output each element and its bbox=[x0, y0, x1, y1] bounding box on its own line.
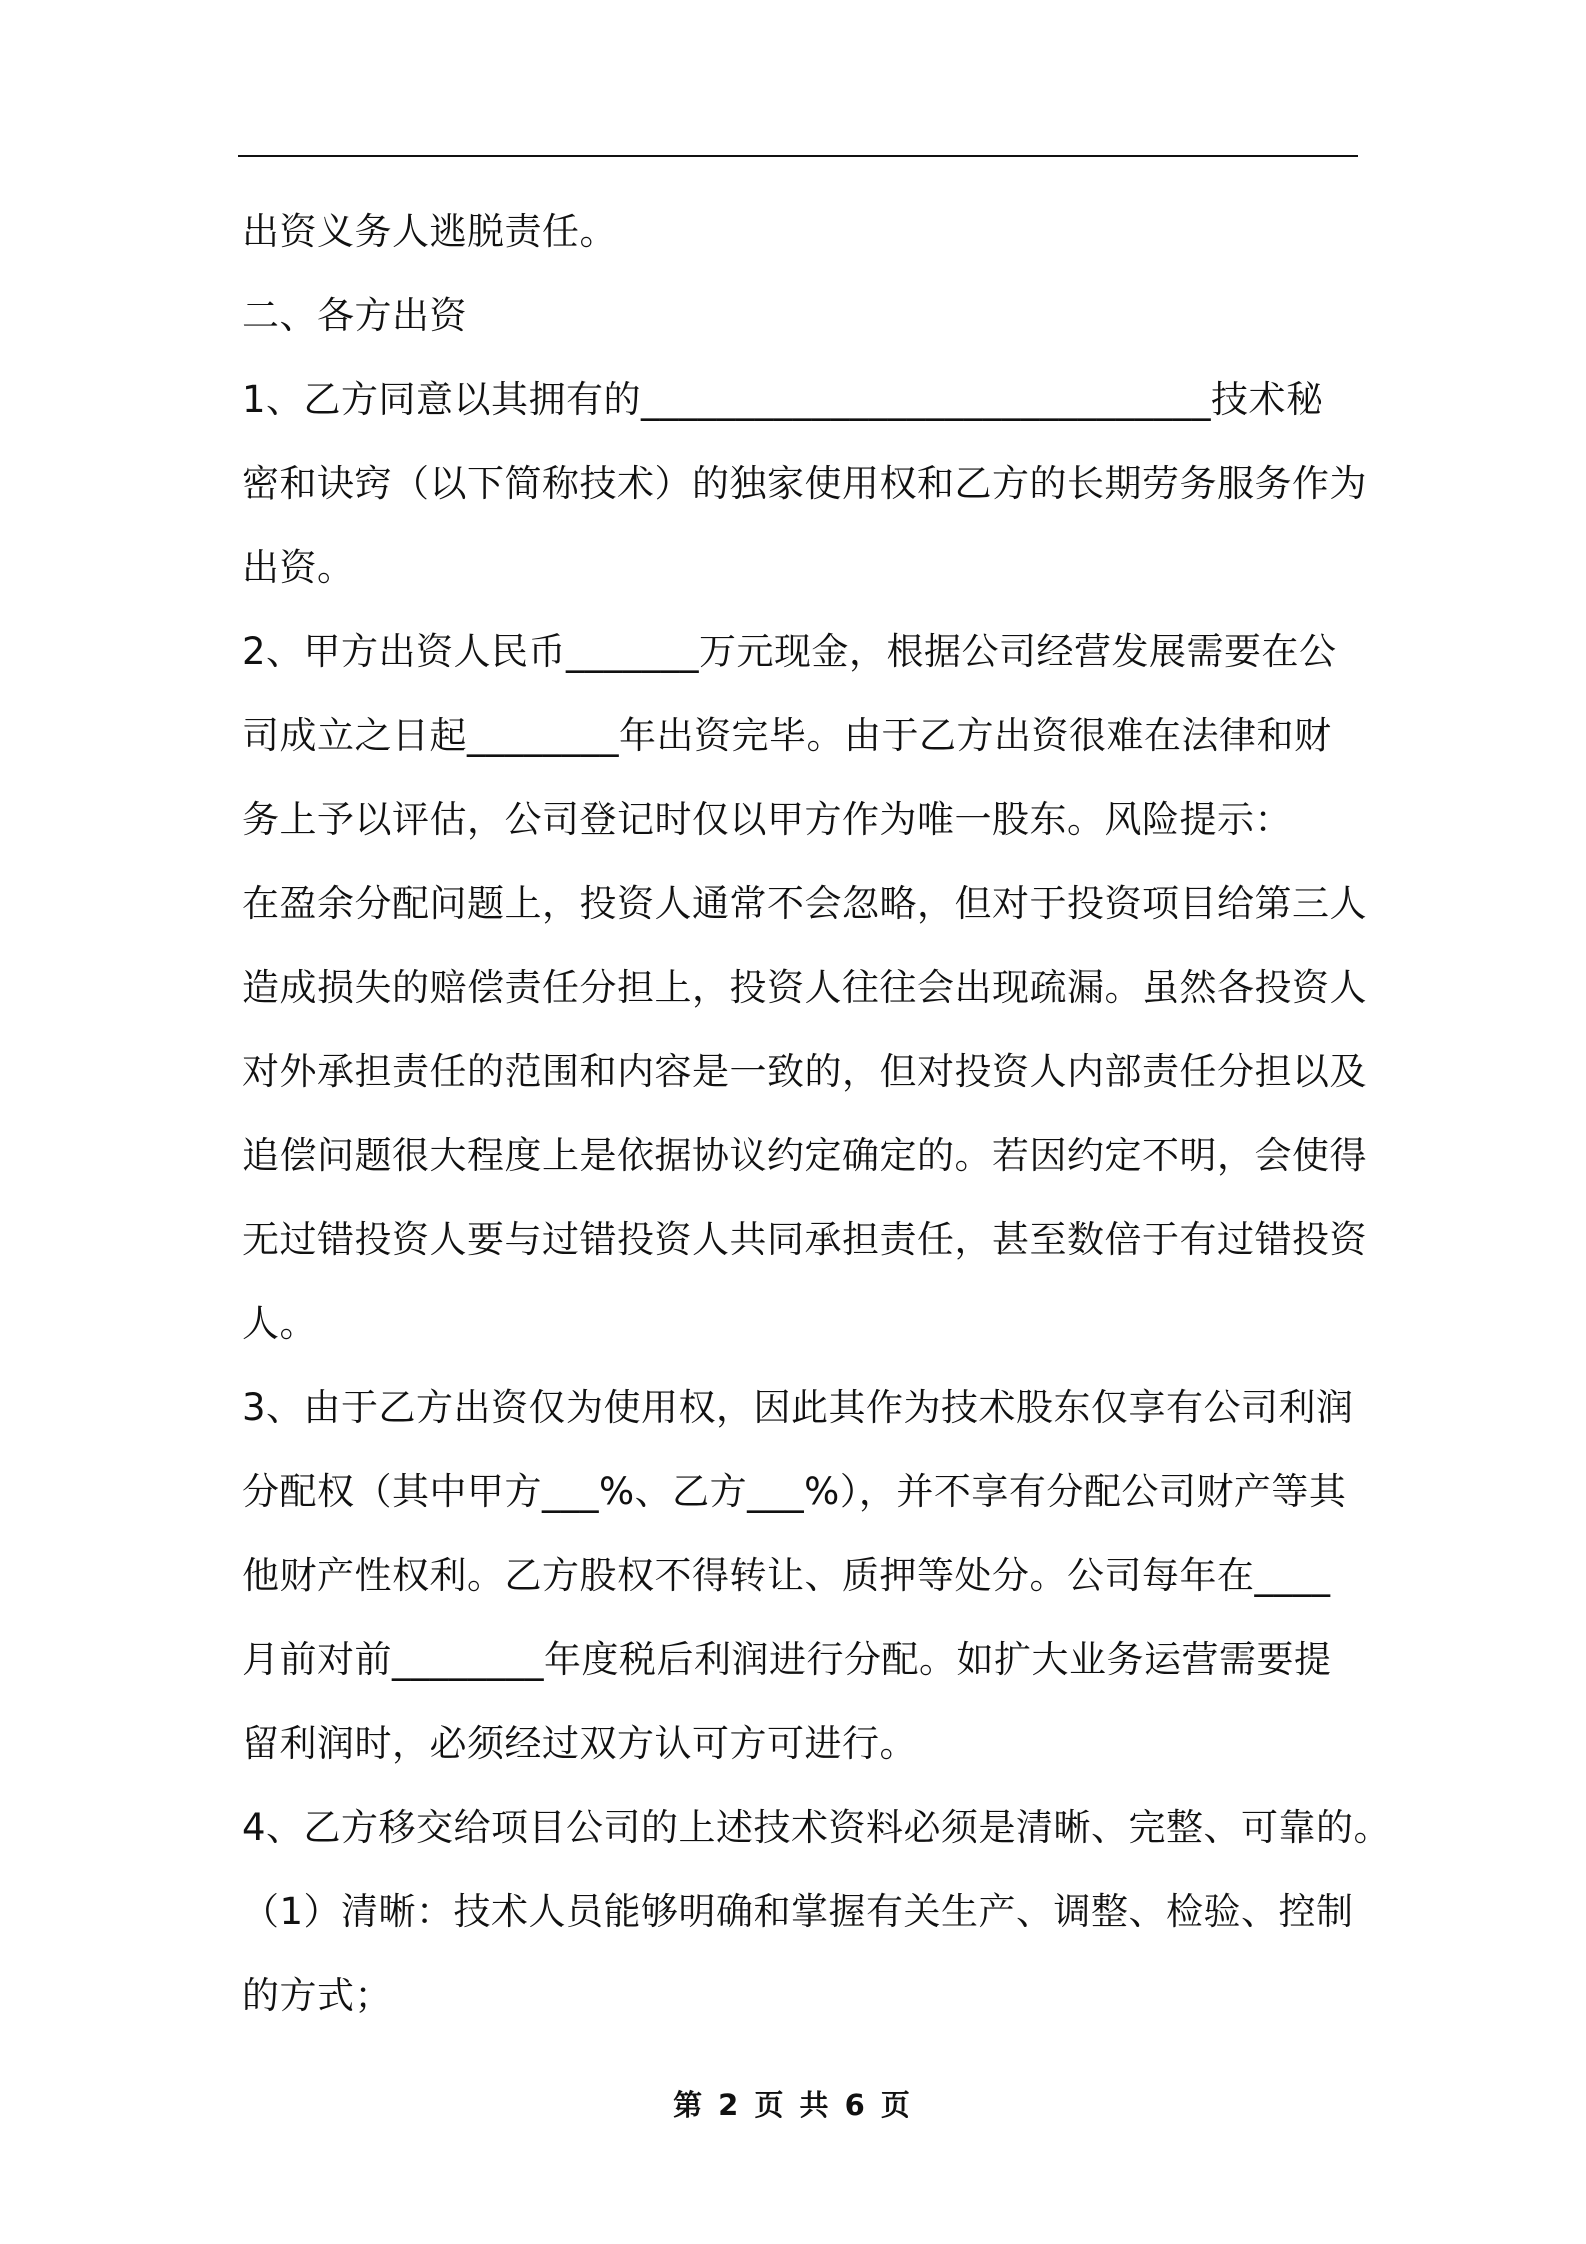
text-line: 对外承担责任的范围和内容是一致的，但对投资人内部责任分担以及 bbox=[242, 1050, 1367, 1093]
text-line: （1）清晰：技术人员能够明确和掌握有关生产、调整、检验、控制 bbox=[242, 1890, 1354, 1933]
section-heading: 二、各方出资 bbox=[242, 294, 467, 337]
header-rule bbox=[238, 155, 1358, 157]
text-line: 务上予以评估，公司登记时仅以甲方作为唯一股东。风险提示： bbox=[242, 798, 1292, 841]
text-line: 他财产性权利。乙方股权不得转让、质押等处分。公司每年在____ bbox=[242, 1554, 1331, 1597]
body-text bbox=[242, 190, 1392, 2038]
text-line: 的方式； bbox=[242, 1974, 392, 2017]
page-number: 第 2 页 共 6 页 bbox=[673, 2088, 913, 2122]
text-line: 人。 bbox=[242, 1302, 317, 1345]
text-line: 分配权（其中甲方___%、乙方___%），并不享有分配公司财产等其 bbox=[242, 1470, 1347, 1513]
text-line: 3、由于乙方出资仅为使用权，因此其作为技术股东仅享有公司利润 bbox=[242, 1386, 1354, 1429]
text-line: 造成损失的赔偿责任分担上，投资人往往会出现疏漏。虽然各投资人 bbox=[242, 966, 1367, 1009]
text-line: 无过错投资人要与过错投资人共同承担责任，甚至数倍于有过错投资 bbox=[242, 1218, 1367, 1261]
text-line: 1、乙方同意以其拥有的______________________________技术秘 bbox=[242, 378, 1324, 421]
text-line: 司成立之日起________年出资完毕。由于乙方出资很难在法律和财 bbox=[242, 714, 1332, 757]
text-line: 出资义务人逃脱责任。 bbox=[242, 210, 617, 253]
text-line: 月前对前________年度税后利润进行分配。如扩大业务运营需要提 bbox=[242, 1638, 1332, 1681]
text-line: 2、甲方出资人民币_______万元现金，根据公司经营发展需要在公 bbox=[242, 630, 1337, 673]
text-line: 4、乙方移交给项目公司的上述技术资料必须是清晰、完整、可靠的。 bbox=[242, 1806, 1392, 1849]
text-line: 密和诀窍（以下简称技术）的独家使用权和乙方的长期劳务服务作为 bbox=[242, 462, 1367, 505]
text-line: 留利润时，必须经过双方认可方可进行。 bbox=[242, 1722, 917, 1765]
text-line: 出资。 bbox=[242, 546, 355, 589]
text-line: 在盈余分配问题上，投资人通常不会忽略，但对于投资项目给第三人 bbox=[242, 882, 1367, 925]
text-line: 追偿问题很大程度上是依据协议约定确定的。若因约定不明，会使得 bbox=[242, 1134, 1367, 1177]
